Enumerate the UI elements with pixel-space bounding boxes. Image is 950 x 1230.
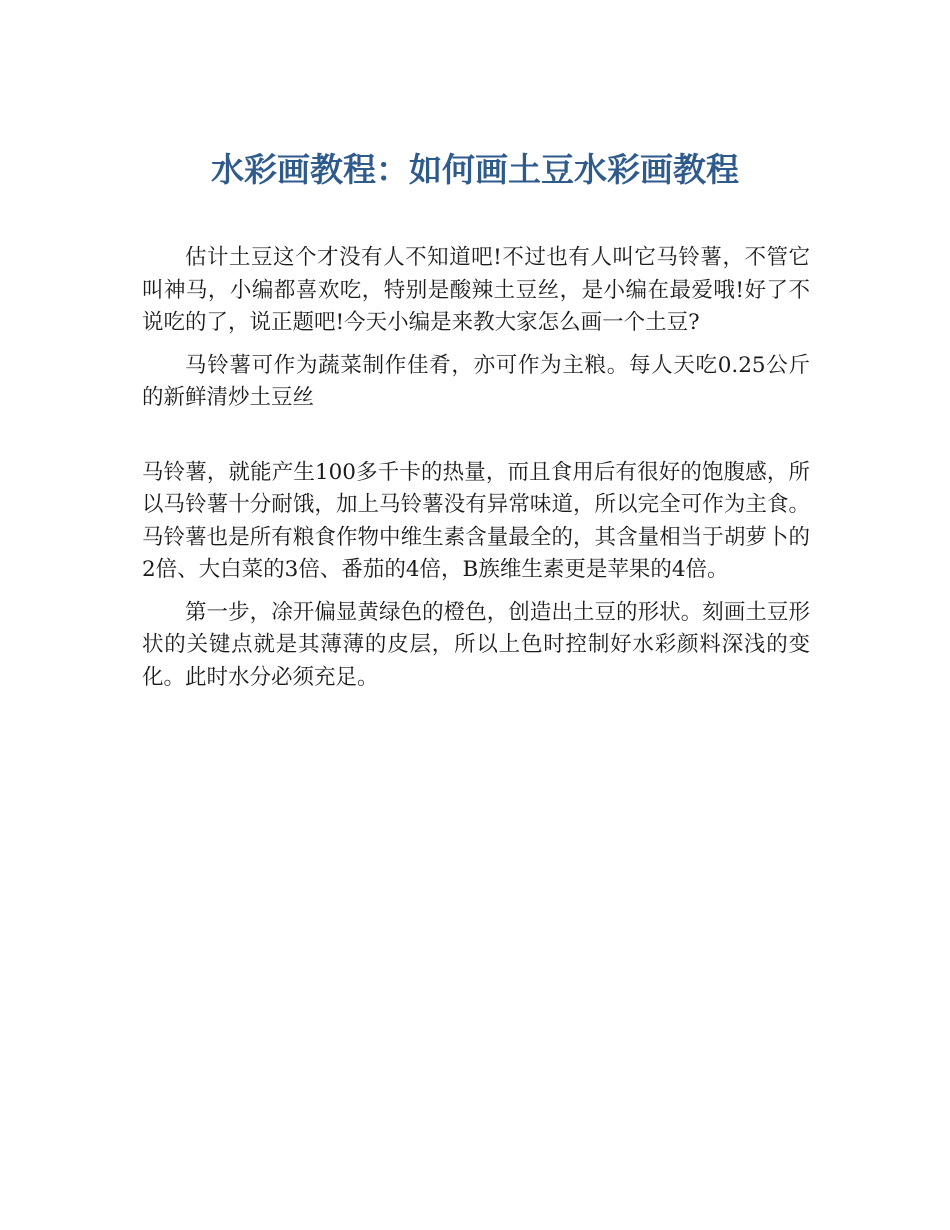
paragraph-gap (142, 425, 810, 457)
paragraph-intro: 估计土豆这个才没有人不知道吧!不过也有人叫它马铃薯，不管它叫神马，小编都喜欢吃，特别是酸辣土豆丝，是小编在最爱哦!好了不说吃的了，说正题吧!今天小编是来教大家怎么画一个土豆? (142, 245, 810, 335)
paragraph-nutrition: 马铃薯，就能产生100多千卡的热量，而且食用后有很好的饱腹感，所以马铃薯十分耐饿，加上马铃薯没有异常味道，所以完全可作为主食。马铃薯也是所有粮食作物中维生素含量最全的，其含量相当于胡萝卜的2倍、大白菜的3倍、番茄的4倍，B族维生素更是苹果的4倍。 (142, 459, 810, 582)
paragraph-staple-food: 马铃薯可作为蔬菜制作佳肴，亦可作为主粮。每人天吃0.25公斤的新鲜清炒土豆丝 (142, 352, 810, 410)
document-title: 水彩画教程：如何画土豆水彩画教程 (211, 150, 739, 189)
document-body (142, 242, 810, 704)
paragraph-step-one: 第一步，凃开偏显黄绿色的橙色，创造出土豆的形状。刻画土豆形状的关键点就是其薄薄的皮层，所以上色时控制好水彩颜料深浅的变化。此时水分必须充足。 (142, 599, 810, 690)
